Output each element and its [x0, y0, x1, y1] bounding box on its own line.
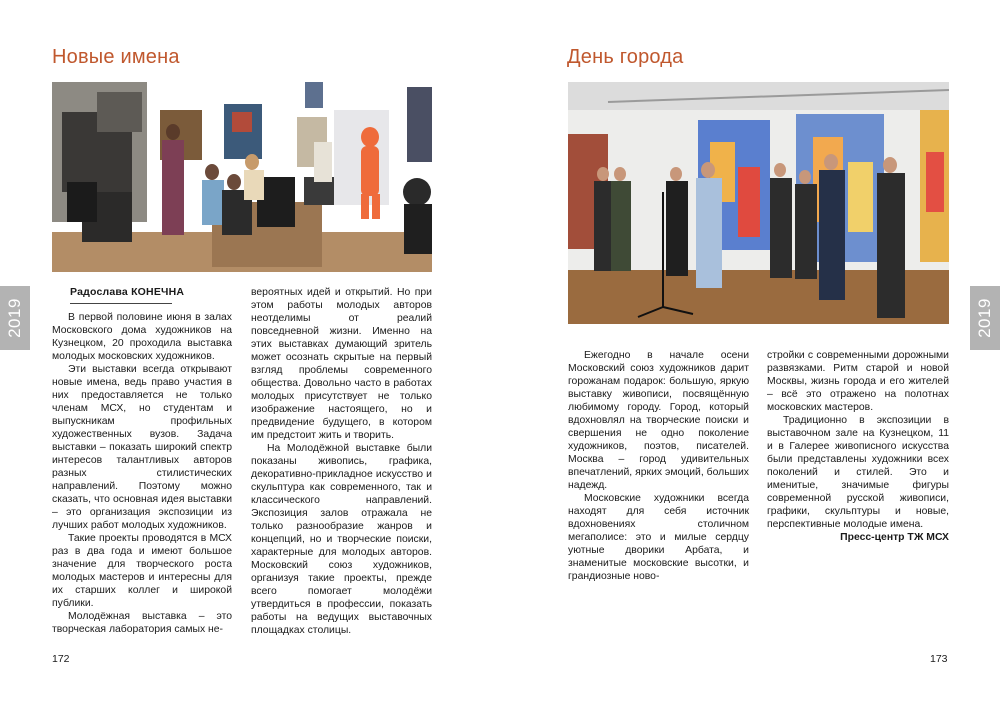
paragraph: Молодёжная выставка – это творческая лаборатория самых не-: [52, 611, 232, 635]
page-heading: День города: [567, 46, 684, 68]
author-name: Радослава КОНЕЧНА: [70, 286, 185, 298]
paragraph: Такие проекты проводятся в МСХ раз в два года и имеют большое значение для творческого роста молодых мастеров и интересны для их старших коллег и широкой публики.: [52, 533, 232, 609]
photo-graphic: [568, 82, 949, 324]
exhibition-photo: [52, 82, 432, 272]
year-label: 2019: [975, 298, 995, 338]
paragraph: стройки с современными дорожными развязками. Ритм старой и новой Москвы, жизнь города и его жителей – всё это отражено на полотнах московских мастеров.: [767, 350, 949, 413]
paragraph: Эти выставки всегда открывают новые имена, ведь право участия в них предоставляется не только членам МСХ, но студентам и выпускникам профильных художественных вузов. Задача выставки – показать широкий спектр интересов талантливых авторов разных стилистических направлений. Поэтому можно сказать, что основная идея выставки – это организация экспозиции из лучших работ молодых художников.: [52, 364, 232, 531]
paragraph: Традиционно в экспозиции в выставочном зале на Кузнецком, 11 и в Галерее живописного искусства были представлены художники всех поколений и стилей. Это и именитые, значимые фигуры современной русской живописи, графики, скульптуры и новые, перспективные молодые имена.: [767, 415, 949, 530]
paragraph: Московские художники всегда находят для себя источник вдохновениях столичном мегаполисе: это и милые сердцу уютные дворики Арбата, и знаменитые московские высотки, и грандиозные ново-: [568, 493, 749, 582]
page-number: 173: [930, 653, 948, 665]
right-page: [500, 0, 1000, 710]
text-column-1: [52, 311, 232, 636]
year-tab: [0, 286, 30, 350]
text-column-1: [568, 349, 749, 583]
author-divider: [70, 303, 172, 304]
paragraph: вероятных идей и открытий. Но при этом работы молодых авторов неотделимы от реалий повседневной жизни. Именно на этих выставках думающий зритель может осознать скрытые на первый взгляд проблемы современного общества. Довольно часто в работах молодых присутствует не только изображение настоящего, но и предвидение будущего, в котором им предстоит жить и творить.: [251, 287, 432, 441]
page-heading: Новые имена: [52, 46, 180, 68]
signature: Пресс-центр ТЖ МСХ: [840, 532, 949, 543]
paragraph: Ежегодно в начале осени Московский союз художников дарит горожанам подарок: большую, яркую выставку живописи, посвящённую любимому городу. Город, который вдохновлял на творческие поиски и свершения не одно поколение художников, поэтов, писателей. Москва – город удивительных впечатлений, ярких эмоций, больших надежд.: [568, 350, 749, 491]
year-tab: [970, 286, 1000, 350]
paragraph: В первой половине июня в залах Московского дома художников на Кузнецком, 20 проходила выставка молодых московских художников.: [52, 312, 232, 362]
text-column-2: [767, 349, 949, 544]
paragraph: На Молодёжной выставке были показаны живопись, графика, декоративно-прикладное искусство и скульптура как современного, так и классического направлений. Экспозиция залов отражала не только разнообразие жанров и концепций, но и творческие поиски, характерные для молодых авторов. Московский союз художников, организуя такие проекты, прежде всего помогает молодёжи утвердиться в профессии, показать работы на ведущих выставочных площадках столицы.: [251, 443, 432, 636]
text-column-2: [251, 286, 432, 637]
year-label: 2019: [5, 298, 25, 338]
event-photo: [568, 82, 949, 324]
page-number: 172: [52, 653, 70, 665]
photo-graphic: [52, 82, 432, 272]
